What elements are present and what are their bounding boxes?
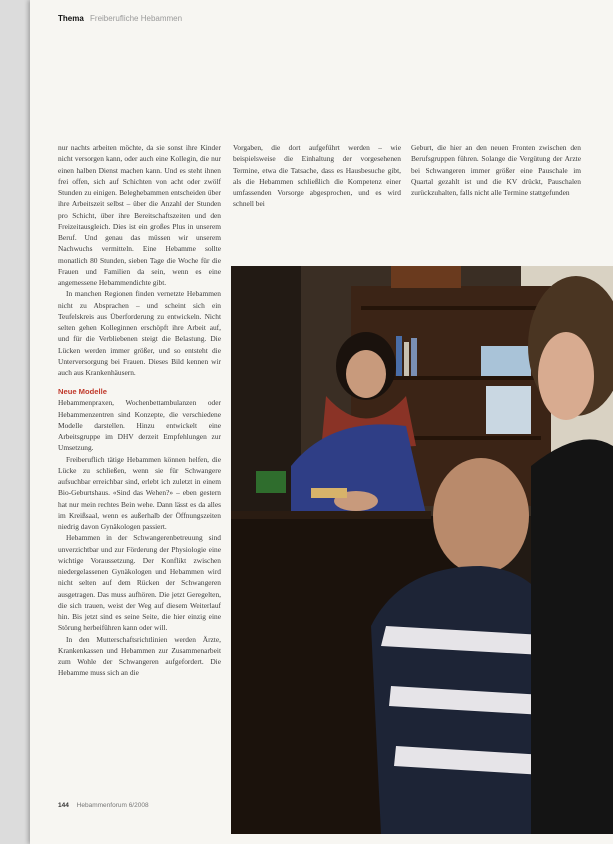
paragraph: In manchen Regionen finden vernetzte Hebammen nicht zu Absprachen – und scheint sich ein Teufelskreis aus Überforderung zu entwickeln. Nicht selten gehen Kolleginnen erschöpft ihre Arbeit auf, und für die Verbliebenen steigt die Belastung. Die Lücken werden immer größer, und so entsteht die Unterversorgung bei Frauen. Dieses Bild kennen wir auch aus Krankenhäusern.	[58, 289, 221, 377]
page-number: 144	[58, 802, 69, 809]
page-footer	[58, 802, 149, 809]
article-photo	[231, 266, 613, 834]
paragraph: nur nachts arbeiten möchte, da sie sonst ihre Kinder nicht versorgen kann, oder auch eine Kollegin, die nur einen halben Dienst machen kann. Und es steht ihnen frei offen, sich auf Schichten von acht oder zwölf Stunden zu einigen. Beleghebammen entscheiden über ihre Arbeitszeit selbst – über die Anzahl der Stunden pro Schicht, über ihre Bereitschaftszeiten und den Freizeitausgleich. Dies ist ein großes Plus in unserem Beruf. Und genau das müssen wir unserem Nachwuchs vermitteln. Eine Hebamme sollte monatlich 80 Stunden, sieben Tage die Woche für die Frauen und Familien da sein, wenn es eine angemessene Hebammendichte gibt.	[58, 143, 221, 287]
paragraph: Geburt, die hier an den neuen Fronten zwischen den Berufsgruppen führen. Solange die Vergütung der Arzte bei Schwangeren immer größer eine Pauschale im Quartal gezahlt ist und die KV drückt, Pauschalen zurückzuhalten, falls nicht alle Termine stattgefunden	[411, 143, 581, 197]
paragraph: In den Mutterschaftsrichtlinien werden Ärzte, Krankenkassen und Hebammen zur Zusammenarbeit zum Wohle der Schwangeren aufgefordert. Die Hebamme muss sich an die	[58, 634, 221, 678]
text-column-left	[58, 142, 221, 679]
paragraph: Freiberuflich tätige Hebammen können helfen, die Lücke zu schließen, wenn sie für Schwangere aufsuchbar erreichbar sind, erlebt ich zuletzt in einem Bio-Geburtshaus. «Sind das Wehen?» – eben gestern hat nur mein rechtes Bein wehe. Dann lässt es da alles im Kreißsaal, wenn es außerhalb der Öffnungszeiten niedrig davon Gynäkologen passiert.	[58, 454, 221, 531]
paragraph: Vorgaben, die dort aufgeführt werden – wie beispielsweise die Einhaltung der vorgesehenen Termine, etwa die Tatsache, dass es Hausbesuche gibt, als die Hebammen schließlich die Kompetenz einer umfassenden Vorsorge abgesprochen, und es wird schnell bei	[233, 143, 401, 209]
section-title: Thema	[58, 14, 84, 23]
text-column-right	[411, 142, 581, 198]
text-column-middle	[233, 142, 401, 210]
journal-name: Hebammenforum 6/2008	[76, 802, 149, 809]
photo-illustration	[231, 266, 613, 834]
paragraph: Hebammenpraxen, Wochenbettambulanzen oder Hebammenzentren sind Konzepte, die verschiedene Modelle darstellen. Hinzu entwickelt eine Arbeitsgruppe im DHV derzeit Empfehlungen zur Umsetzung.	[58, 398, 221, 453]
paragraph: Hebammen in der Schwangerenbetreuung sind unverzichtbar und zur Förderung der Physiologie eine wichtige Voraussetzung. Der Konflikt zwischen niedergelassenen Gynäkologen und Hebammen wird nicht selten auf dem Rücken der Schwangeren ausgetragen. Das muss aufhören. Die jetzt Geregelten, die sich trauen, weist der Weg auf diesem Weiterlauf hin. Bis jetzt sind es seine Seite, die hier einzig eine Störung herbeiführen kann oder will.	[58, 533, 221, 633]
subheading: Neue Modelle	[58, 387, 107, 397]
section-subtitle: Freiberufliche Hebammen	[90, 14, 183, 23]
running-header	[58, 14, 182, 23]
